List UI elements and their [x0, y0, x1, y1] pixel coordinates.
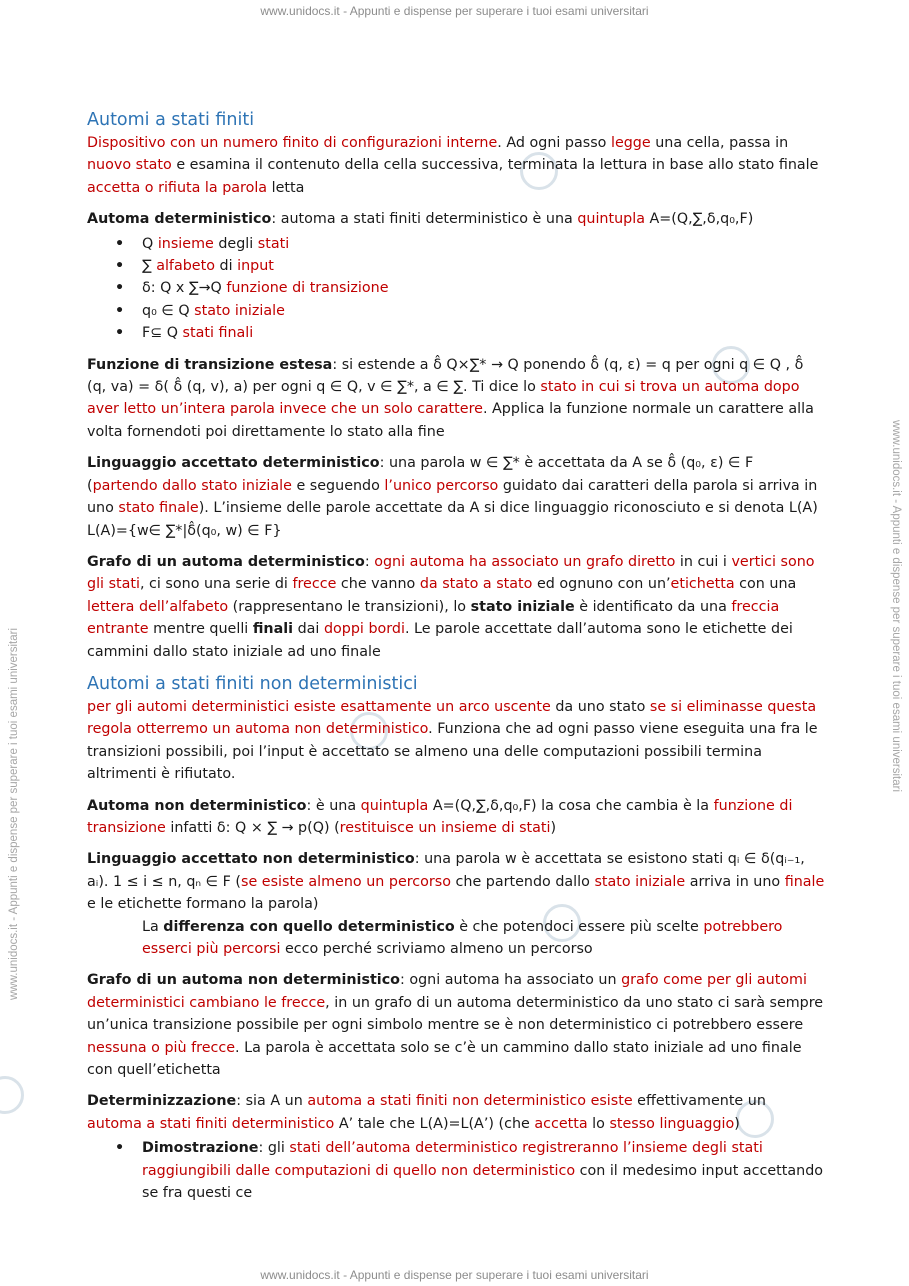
list-item: • Dimostrazione: gli stati dell’automa deterministico registreranno l’insieme degli stati raggiungibili dalle computazioni di quello non deterministico con il medesimo input accettando se fra questi ce — [142, 1137, 825, 1204]
list-item: • F⊆ Q stati finali — [142, 322, 825, 344]
paragraph-intro: Dispositivo con un numero finito di configurazioni interne. Ad ogni passo legge una cella, passa in nuovo stato e esamina il contenuto della cella successiva, terminata la lettura in base allo stato finale accetta o rifiuta la parola letta — [87, 135, 819, 196]
right-side-watermark: www.unidocs.it - Appunti e dispense per superare i tuoi esami universitari — [890, 420, 902, 793]
smiley-watermark-icon — [0, 1076, 24, 1114]
paragraph-extended-transition: Funzione di transizione estesa: si estende a δ̂ Q×∑* → Q ponendo δ̂ (q, ε) = q per ogni q ∈ Q , δ̂ (q, va) = δ( δ̂ (q, v), a) per ogni q ∈ Q, v ∈ ∑*, a ∈ ∑. Ti dice lo stato in cui si trova un automa dopo aver letto un’intera parola invece che un solo carattere. Applica la funzione normale un carattere alla volta fornendoti poi direttamente lo stato alla fine — [87, 356, 814, 440]
section-title-finite-automata: Automi a stati finiti — [87, 110, 255, 130]
paragraph-deterministic-graph: Grafo di un automa deterministico: ogni automa ha associato un grafo diretto in cui i vertici sono gli stati, ci sono una serie di frecce che vanno da stato a stato ed ognuno con un’etichetta con una lettera dell’alfabeto (rappresentano le transizioni), lo stato iniziale è identificato da una freccia entrante mentre quelli finali dai doppi bordi. Le parole accettate dall’automa sono le etichette dei cammini dallo stato iniziale ad uno finale — [87, 553, 815, 660]
list-item: • ∑ alfabeto di input — [142, 255, 825, 277]
paragraph-nondet-automaton: Automa non deterministico: è una quintupla A=(Q,∑,δ,q₀,F) la cosa che cambia è la funzione di transizione infatti δ: Q × ∑ → p(Q) (restituisce un insieme di stati) — [87, 797, 793, 836]
quintuple-list — [87, 233, 825, 345]
paragraph-determinization: Determinizzazione: sia A un automa a stati finiti non deterministico esiste effettivamente un automa a stati finiti deterministico A’ tale che L(A)=L(A’) (che accetta lo stesso linguaggio) — [87, 1093, 766, 1132]
footer-watermark: www.unidocs.it - Appunti e dispense per superare i tuoi esami universitari — [260, 1268, 649, 1282]
paragraph-difference-note: La differenza con quello deterministico è che potendoci essere più scelte potrebbero esserci più percorsi ecco perché scriviamo almeno un percorso — [142, 918, 783, 957]
list-item: • q₀ ∈ Q stato iniziale — [142, 300, 825, 322]
paragraph-deterministic-automaton: Automa deterministico: automa a stati finiti deterministico è una quintupla A=(Q,∑,δ,q₀,F) — [87, 211, 754, 228]
paragraph-nondet-graph: Grafo di un automa non deterministico: ogni automa ha associato un grafo come per gli automi deterministici cambiano le frecce, in un grafo di un automa deterministico da uno stato ci sarà sempre un’unica transizione possibile per ogni simbolo mentre se è non deterministico ci potrebbero essere nessuna o più frecce. La parola è accettata solo se c’è un cammino dallo stato iniziale ad uno finale con quell’etichetta — [87, 972, 824, 1079]
paragraph-nondet-intro: per gli automi deterministici esiste esattamente un arco uscente da uno stato se si eliminasse questa regola otterremo un automa non deterministico. Funziona che ad ogni passo viene eseguita una fra le transizioni possibili, poi l’input è accettato se almeno una delle computazioni possibili termina altrimenti è rifiutato. — [87, 698, 818, 783]
left-side-watermark: www.unidocs.it - Appunti e dispense per superare i tuoi esami universitari — [8, 627, 20, 1000]
paragraph-accepted-language: Linguaggio accettato deterministico: una parola w ∈ ∑* è accettata da A se δ̂ (q₀, ε) ∈ F (partendo dallo stato iniziale e seguendo l’unico percorso guidato dai caratteri della parola si arriva in uno stato finale). L’insieme delle parole accettate da A si dice linguaggio riconosciuto e si denota L(A) L(A)={w∈ ∑*|δ̂(q₀, w) ∈ F} — [87, 455, 818, 539]
document-body — [87, 108, 825, 1213]
proof-list — [87, 1137, 825, 1204]
section-title-nondeterministic: Automi a stati finiti non deterministici — [87, 673, 418, 694]
list-item: • δ: Q x ∑→Q funzione di transizione — [142, 277, 825, 299]
header-watermark: www.unidocs.it - Appunti e dispense per superare i tuoi esami universitari — [260, 4, 649, 18]
list-item: • Q insieme degli stati — [142, 233, 825, 255]
paragraph-nondet-language: Linguaggio accettato non deterministico: una parola w è accettata se esistono stati qᵢ ∈ δ(qᵢ₋₁, aᵢ). 1 ≤ i ≤ n, qₙ ∈ F (se esiste almeno un percorso che partendo dallo stato iniziale arriva in uno finale e le etichette formano la parola) — [87, 851, 825, 913]
